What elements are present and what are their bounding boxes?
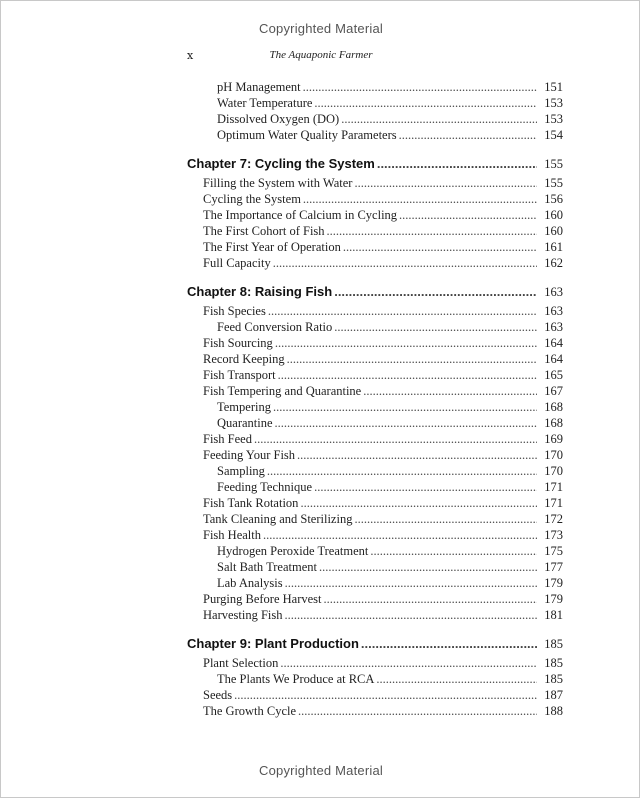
toc-entry-page: 160	[544, 224, 563, 238]
toc-entry-title: Lab Analysis	[217, 576, 283, 590]
toc-entry-title: Feed Conversion Ratio	[217, 320, 333, 334]
toc-entry-page: 154	[544, 128, 563, 142]
dot-leader	[327, 224, 537, 239]
toc-entry	[217, 320, 563, 336]
toc-entry	[203, 224, 563, 240]
toc-entry	[203, 176, 563, 192]
toc-entry-title: The Plants We Produce at RCA	[217, 672, 375, 686]
copyright-header: Copyrighted Material	[259, 21, 383, 36]
toc-entry	[203, 192, 563, 208]
toc-entry-page: 175	[544, 544, 563, 558]
toc-entry-page: 185	[544, 637, 563, 651]
toc-entry	[203, 608, 563, 624]
toc-entry	[203, 704, 563, 720]
toc-entry-title: Fish Tank Rotation	[203, 496, 299, 510]
toc-entry-title: Chapter 9: Plant Production	[187, 636, 359, 651]
toc-entry-title: Feeding Technique	[217, 480, 313, 494]
dot-leader	[285, 608, 537, 623]
toc-entry-title: The Growth Cycle	[203, 704, 297, 718]
toc-entry-title: Hydrogen Peroxide Treatment	[217, 544, 369, 558]
toc-entry-title: Fish Feed	[203, 432, 252, 446]
toc-entry-page: 185	[544, 656, 563, 670]
toc-entry-title: Full Capacity	[203, 256, 271, 270]
running-title: The Aquaponic Farmer	[269, 49, 373, 61]
toc-entry-page: 188	[544, 704, 563, 718]
toc-entry	[203, 512, 563, 528]
toc-entry-title: The First Cohort of Fish	[203, 224, 325, 238]
toc-chapter	[187, 156, 563, 172]
toc-chapter	[187, 284, 563, 300]
toc-entry	[203, 656, 563, 672]
toc-entry-title: Water Temperature	[217, 96, 313, 110]
toc-entry-page: 179	[544, 576, 563, 590]
toc-entry-title: Sampling	[217, 464, 265, 478]
toc-entry-page: 162	[544, 256, 563, 270]
dot-leader	[399, 128, 537, 143]
toc-entry-title: pH Management	[217, 80, 301, 94]
toc-chapter	[187, 636, 563, 652]
toc-entry	[217, 80, 563, 96]
toc-entry-page: 171	[544, 496, 563, 510]
dot-leader	[267, 464, 537, 479]
toc-entry-title: Harvesting Fish	[203, 608, 283, 622]
toc-entry-page: 173	[544, 528, 563, 542]
dot-leader	[303, 192, 537, 207]
toc-entry-title: Plant Selection	[203, 656, 279, 670]
dot-leader	[263, 528, 537, 543]
page-number: x	[187, 49, 194, 62]
dot-leader	[234, 688, 537, 703]
dot-leader	[319, 560, 537, 575]
toc-entry-page: 163	[544, 304, 563, 318]
toc-entry	[217, 576, 563, 592]
toc-entry-title: Fish Species	[203, 304, 266, 318]
toc-entry-title: Fish Tempering and Quarantine	[203, 384, 362, 398]
toc-entry	[217, 544, 563, 560]
toc-entry-page: 185	[544, 672, 563, 686]
toc-entry	[217, 400, 563, 416]
dot-leader	[314, 96, 537, 111]
toc-entry-title: Purging Before Harvest	[203, 592, 322, 606]
dot-leader	[275, 416, 537, 431]
toc-entry-page: 161	[544, 240, 563, 254]
toc-entry-title: Filling the System with Water	[203, 176, 353, 190]
toc-entry-page: 179	[544, 592, 563, 606]
toc-entry-page: 163	[544, 320, 563, 334]
toc-entry-title: Salt Bath Treatment	[217, 560, 317, 574]
toc-entry-title: Fish Transport	[203, 368, 276, 382]
dot-leader	[273, 256, 537, 271]
dot-leader	[399, 208, 537, 223]
toc-entry-page: 156	[544, 192, 563, 206]
toc-entry-title: Quarantine	[217, 416, 273, 430]
toc-entry-page: 187	[544, 688, 563, 702]
dot-leader	[361, 636, 537, 651]
toc-entry-title: Record Keeping	[203, 352, 285, 366]
toc-entry-page: 151	[544, 80, 563, 94]
toc-entry-page: 168	[544, 400, 563, 414]
toc-entry-page: 153	[544, 96, 563, 110]
toc-entry-title: Cycling the System	[203, 192, 301, 206]
toc-entry-title: Seeds	[203, 688, 233, 702]
toc-entry	[217, 128, 563, 144]
dot-leader	[324, 592, 538, 607]
toc-entry	[217, 480, 563, 496]
toc-entry-title: Tank Cleaning and Sterilizing	[203, 512, 353, 526]
toc-entry	[203, 256, 563, 272]
dot-leader	[334, 320, 537, 335]
toc-entry-page: 172	[544, 512, 563, 526]
toc-entry-page: 155	[544, 176, 563, 190]
toc-entry	[203, 384, 563, 400]
dot-leader	[254, 432, 537, 447]
dot-leader	[376, 672, 537, 687]
toc-entry-page: 160	[544, 208, 563, 222]
toc-entry	[203, 240, 563, 256]
dot-leader	[363, 384, 537, 399]
dot-leader	[278, 368, 537, 383]
dot-leader	[280, 656, 537, 671]
toc-entry	[217, 416, 563, 432]
dot-leader	[354, 176, 537, 191]
dot-leader	[314, 480, 537, 495]
toc-entry-page: 163	[544, 285, 563, 299]
dot-leader	[341, 112, 537, 127]
toc-entry-title: The First Year of Operation	[203, 240, 341, 254]
toc-entry	[203, 432, 563, 448]
toc-entry-title: Dissolved Oxygen (DO)	[217, 112, 340, 126]
toc-entry	[203, 448, 563, 464]
toc-entry	[203, 304, 563, 320]
toc-entry	[217, 464, 563, 480]
dot-leader	[370, 544, 537, 559]
toc-entry-page: 164	[544, 352, 563, 366]
dot-leader	[303, 80, 537, 95]
toc-entry-title: Optimum Water Quality Parameters	[217, 128, 397, 142]
dot-leader	[300, 496, 537, 511]
toc-entry	[203, 592, 563, 608]
toc-entry-page: 167	[544, 384, 563, 398]
toc-entry-title: Chapter 8: Raising Fish	[187, 284, 333, 299]
toc-entry-page: 164	[544, 336, 563, 350]
toc-entry-title: Feeding Your Fish	[203, 448, 296, 462]
toc-entry-page: 170	[544, 448, 563, 462]
dot-leader	[287, 352, 537, 367]
dot-leader	[377, 156, 537, 171]
toc-entry	[203, 352, 563, 368]
toc-entry-title: Fish Health	[203, 528, 261, 542]
toc-entry-page: 181	[544, 608, 563, 622]
toc-entry-title: Tempering	[217, 400, 271, 414]
toc-entry-page: 165	[544, 368, 563, 382]
toc-entry-page: 153	[544, 112, 563, 126]
toc-entry-title: Fish Sourcing	[203, 336, 273, 350]
toc-entry-page: 177	[544, 560, 563, 574]
toc-entry	[217, 672, 563, 688]
toc-entry	[203, 336, 563, 352]
toc-entry-page: 170	[544, 464, 563, 478]
toc-entry	[217, 112, 563, 128]
toc-entry-title: The Importance of Calcium in Cycling	[203, 208, 398, 222]
toc-entry	[203, 528, 563, 544]
toc-entry	[203, 688, 563, 704]
dot-leader	[343, 240, 537, 255]
dot-leader	[285, 576, 537, 591]
dot-leader	[354, 512, 537, 527]
dot-leader	[273, 400, 537, 415]
dot-leader	[298, 704, 537, 719]
copyright-footer: Copyrighted Material	[259, 763, 383, 778]
toc-entry-page: 171	[544, 480, 563, 494]
dot-leader	[297, 448, 537, 463]
dot-leader	[268, 304, 537, 319]
toc-entry	[203, 368, 563, 384]
toc-entry	[203, 496, 563, 512]
toc-entry-page: 168	[544, 416, 563, 430]
toc-entry-page: 169	[544, 432, 563, 446]
toc-entry-page: 155	[544, 157, 563, 171]
toc-entry	[217, 560, 563, 576]
toc-entry	[203, 208, 563, 224]
toc-entry	[217, 96, 563, 112]
dot-leader	[275, 336, 537, 351]
dot-leader	[334, 284, 537, 299]
toc-entry-title: Chapter 7: Cycling the System	[187, 156, 375, 171]
